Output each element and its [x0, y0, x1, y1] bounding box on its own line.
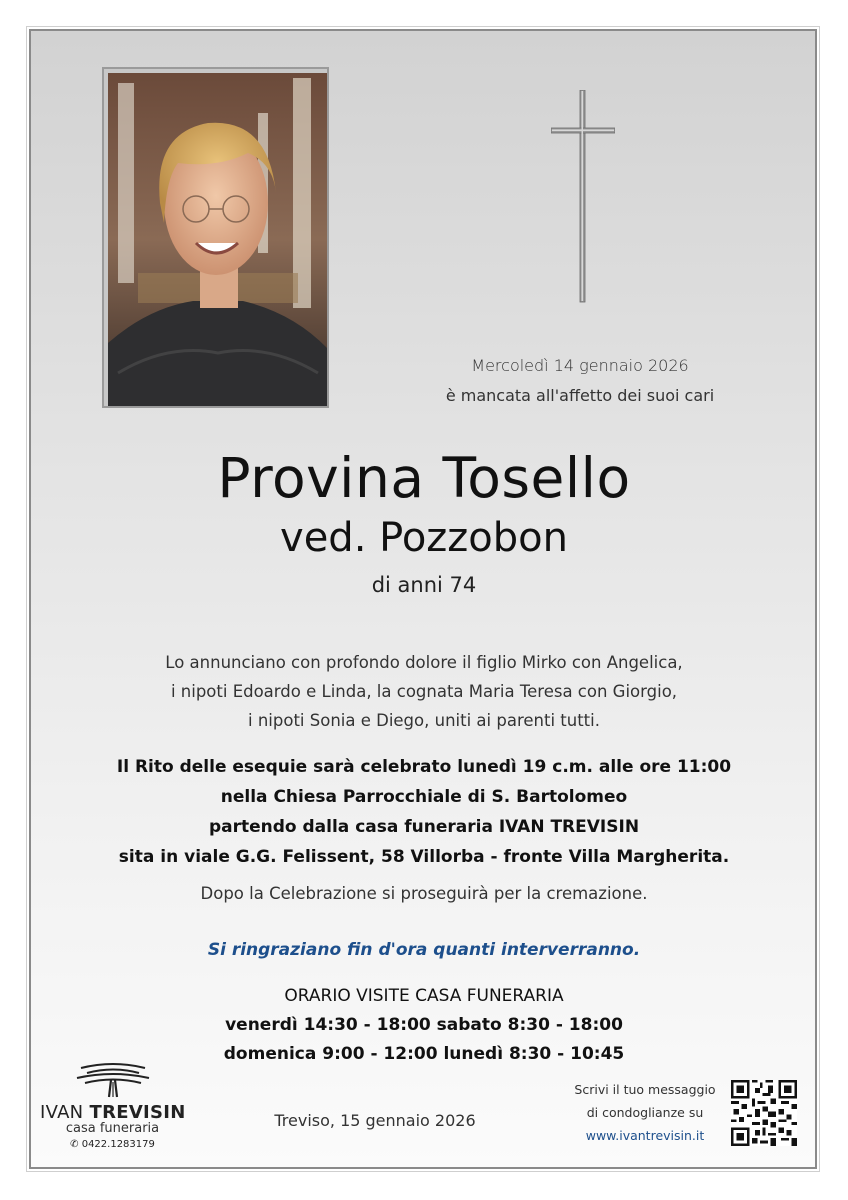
rite-line: nella Chiesa Parrocchiale di S. Bartolomeo [220, 787, 628, 807]
funeral-home-logo [40, 1060, 185, 1150]
condolence-line: di condoglianze su [586, 1105, 704, 1120]
tree-logo-icon [73, 1060, 153, 1098]
logo-name: IVAN TREVISIN [40, 1102, 186, 1123]
thanks-note: Si ringraziano fin d'ora quanti interverranno. [207, 940, 641, 960]
death-text: è mancata all'affetto dei suoi cari [445, 386, 715, 405]
portrait-image [108, 73, 327, 406]
family-announcement [60, 648, 788, 735]
rite-line: Il Rito delle esequie sarà celebrato lunedì 19 c.m. alle ore 11:00 [116, 757, 732, 777]
rite-line: partendo dalla casa funeraria IVAN TREVISIN [208, 817, 640, 837]
place-date: Treviso, 15 gennaio 2026 [274, 1111, 476, 1130]
phone-number: 0422.1283179 [81, 1139, 155, 1150]
rite-line: sita in viale G.G. Felissent, 58 Villorba - fronte Villa Margherita. [118, 847, 730, 867]
death-date: Mercoledì 14 gennaio 2026 [471, 356, 689, 375]
qr-code-icon[interactable] [731, 1080, 797, 1146]
family-line: i nipoti Edoardo e Linda, la cognata Maria Teresa con Giorgio, [170, 682, 678, 701]
cremation-note: Dopo la Celebrazione si proseguirà per la cremazione. [200, 884, 648, 903]
family-line: i nipoti Sonia e Diego, uniti ai parenti tutti. [248, 711, 600, 730]
logo-subtitle: casa funeraria [65, 1121, 160, 1136]
deceased-name: Provina Tosello [217, 446, 631, 510]
age: di anni 74 [371, 573, 477, 597]
portrait-photo [102, 67, 329, 408]
family-line: Lo annunciano con profondo dolore il figlio Mirko con Angelica, [165, 653, 683, 672]
condolence-line: Scrivi il tuo messaggio [574, 1082, 716, 1097]
visits-line: venerdì 14:30 - 18:00 sabato 8:30 - 18:00 [225, 1015, 623, 1035]
phone-icon: ✆ [70, 1139, 79, 1150]
married-name: ved. Pozzobon [280, 515, 568, 561]
website-link[interactable]: www.ivantrevisin.it [585, 1128, 705, 1143]
funeral-rite [60, 752, 788, 872]
visits-title: ORARIO VISITE CASA FUNERARIA [284, 986, 564, 1006]
visits-line: domenica 9:00 - 12:00 lunedì 8:30 - 10:45 [223, 1044, 625, 1064]
cross-icon [551, 90, 615, 304]
logo-phone [40, 1139, 185, 1150]
